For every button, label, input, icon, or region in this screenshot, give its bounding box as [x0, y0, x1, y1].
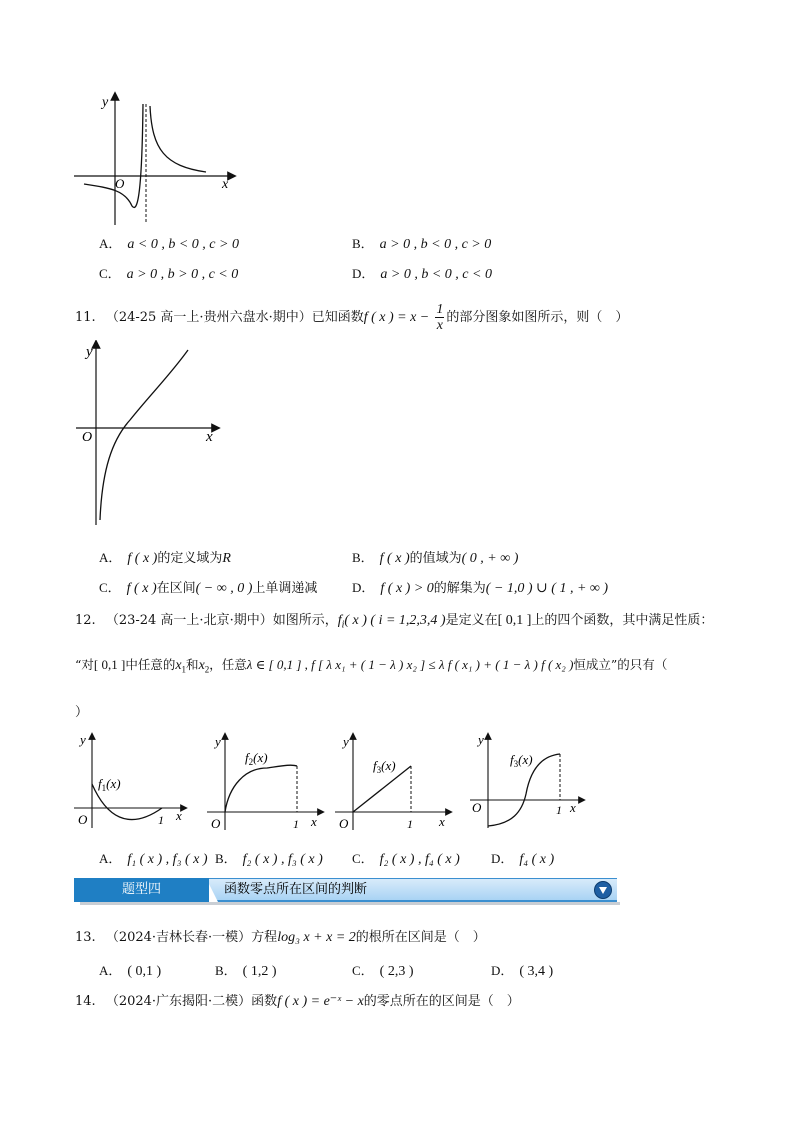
q11-number: 11.: [75, 310, 96, 325]
q11-option-c-tail: 上单调递减: [252, 581, 318, 596]
q10-option-a: [99, 233, 239, 253]
q13-option-c-text: ( 2,3 ): [379, 964, 414, 979]
q10-option-b-text: a > 0 , b < 0 , c > 0: [379, 237, 492, 252]
q11-option-d-text: 的解集为: [433, 581, 486, 596]
q13-option-b-label: B．: [215, 963, 237, 978]
q11-option-c-label: C．: [99, 580, 121, 595]
q13-option-a-label: A．: [99, 963, 122, 978]
q11-option-a-label: A．: [99, 550, 122, 565]
q10-option-d: [352, 263, 492, 283]
q11-graph: [70, 340, 230, 530]
q10-option-d-text: a > 0 , b < 0 , c < 0: [380, 267, 492, 282]
q12-line2-d: x: [175, 658, 182, 673]
q11-origin-label: O: [82, 430, 93, 445]
q13-number: 13.: [75, 930, 96, 945]
q14-source: （2024·广东揭阳·二模）函数: [105, 994, 278, 1009]
q11-option-d-post: ( − 1,0 ) ∪ ( 1 , + ∞ ): [485, 581, 609, 596]
q12-line2-a: “对: [75, 657, 94, 672]
q10-option-c-text: a > 0 , b > 0 , c < 0: [126, 267, 239, 282]
svg-text:f2(x): $f_2(x)$: [245, 750, 268, 767]
chevron-down-icon[interactable]: [594, 881, 612, 899]
q13-tail: 的根所在区间是（ ）: [355, 930, 486, 945]
q11-func: f ( x ) = x −: [363, 310, 430, 325]
q13-eq: log₃ x + x = 2: [277, 930, 356, 945]
q14-number: 14.: [75, 994, 96, 1009]
q13-option-d-label: D．: [491, 963, 514, 978]
q10-graph: [70, 90, 240, 230]
q12-option-a-text: f₁ ( x ) , f₃ ( x ): [127, 852, 208, 867]
svg-text:O: O: [211, 816, 221, 831]
svg-text:O: O: [472, 800, 482, 815]
q10-curve-left: [84, 104, 143, 207]
q11-option-a: [99, 547, 231, 567]
svg-text:x: x: [176, 808, 182, 823]
q11-option-d: [352, 577, 608, 597]
q12-option-d-label: D．: [491, 851, 514, 866]
q10-option-a-label: A．: [99, 236, 122, 251]
q11-frac-den: x: [436, 318, 443, 333]
q10-option-d-label: D．: [352, 266, 375, 281]
q12-option-c-text: f₂ ( x ) , f₄ ( x ): [379, 852, 460, 867]
q11-option-b: [352, 547, 518, 567]
q13-option-c-label: C．: [352, 963, 374, 978]
q11-stem: [75, 302, 628, 333]
q12-stem-line3: ）: [75, 705, 89, 720]
q13-option-a: [99, 960, 161, 980]
q12-line1-d: [ 0,1 ]: [497, 613, 532, 628]
q14-stem: [75, 993, 520, 1011]
q13-option-a-text: ( 0,1 ): [127, 964, 162, 979]
q12-line1-e: 上的四个函数，其中满足性质：: [531, 613, 714, 628]
q11-y-label: y: [86, 344, 93, 360]
q13-stem: [75, 929, 486, 947]
q11-option-b-label: B．: [352, 550, 374, 565]
q12-number: 12.: [75, 613, 96, 628]
q12-graph-1-one: 1: [158, 813, 164, 827]
q12-option-c: [352, 848, 460, 868]
svg-text:y: y: [215, 734, 221, 749]
q12-line2-c: 中任意的: [125, 657, 176, 672]
q13-option-d-text: ( 3,4 ): [519, 964, 554, 979]
q12-graph-2: [205, 732, 330, 832]
q11-curve: [100, 350, 188, 520]
q13-source: （2024·吉林长春·一模）方程: [105, 930, 278, 945]
svg-text:O: O: [78, 812, 88, 827]
q12-graph-4-one: 1: [556, 803, 562, 817]
q10-x-label: x: [222, 177, 229, 192]
svg-text:f3(x): $f_3(x)$: [373, 758, 396, 775]
q12-option-a: [99, 848, 207, 868]
q11-x-label: x: [206, 429, 213, 445]
q11-option-c: [99, 577, 317, 597]
q11-option-c-post: ( − ∞ , 0 ): [195, 581, 253, 596]
q12-graph-3: [333, 732, 458, 832]
q12-line1-a: （23-24 高一上·北京·期中）如图所示，: [105, 613, 338, 628]
q12-option-b-text: f₂ ( x ) , f₃ ( x ): [242, 852, 323, 867]
q11-option-d-label: D．: [352, 580, 375, 595]
section-banner-title: 函数零点所在区间的判断: [224, 882, 368, 897]
q11-option-c-pre: f ( x ): [126, 581, 157, 596]
q12-line2-g: ，任意: [209, 657, 247, 672]
svg-text:O: O: [339, 816, 349, 831]
q11-option-a-post: R: [222, 551, 231, 566]
q13-option-b-text: ( 1,2 ): [242, 964, 277, 979]
q12-line1-sub: i: [341, 619, 345, 631]
q10-origin-label: O: [115, 176, 125, 191]
q12-line2-e: 和: [186, 657, 199, 672]
q12-line2-f-sub: 2: [204, 664, 210, 675]
q11-option-a-text: 的定义域为: [157, 551, 223, 566]
q10-option-a-text: a < 0 , b < 0 , c > 0: [127, 237, 239, 252]
q12-line1-b: ( x ) ( i = 1,2,3,4 ): [344, 613, 446, 628]
q12-graph-3-one: 1: [407, 817, 413, 831]
q11-option-c-text: 在区间: [156, 581, 196, 596]
q11-tail: 的部分图象如图所示，则（ ）: [446, 310, 629, 325]
q12-line2-h: λ ∈ [ 0,1 ] , f [ λ x₁ + ( 1 − λ ) x₂ ] ≤ λ f ( x₁ ) + ( 1 − λ ) f ( x₂ ): [246, 657, 574, 672]
q11-option-d-pre: f ( x ) > 0: [380, 581, 434, 596]
svg-text:x: x: [570, 800, 576, 815]
q12-line2-i: 恒成立”的只有（: [573, 657, 668, 672]
q13-option-d: [491, 960, 553, 980]
q10-option-b: [352, 233, 491, 253]
q12-option-b: [215, 848, 323, 868]
section-banner-tag: 题型四: [74, 878, 209, 902]
q12-graph-4: [468, 732, 593, 832]
q10-option-b-label: B．: [352, 236, 374, 251]
q12-option-b-label: B．: [215, 851, 237, 866]
q12-graph-1: [72, 732, 192, 832]
q12-line1-f: f: [337, 613, 342, 628]
q12-line1-c: 是定义在: [445, 613, 498, 628]
q13-option-c: [352, 960, 414, 980]
svg-text:x: x: [439, 814, 445, 829]
q12-stem-line2: [75, 656, 667, 679]
q10-option-c: [99, 263, 238, 283]
q10-y-label: y: [102, 95, 109, 110]
svg-text:y: y: [343, 734, 349, 749]
svg-text:f1(x): $f_1(x)$: [98, 776, 121, 793]
q13-option-b: [215, 960, 277, 980]
q10-curve-right: [150, 106, 206, 172]
q12-line2-b: [ 0,1 ]: [93, 657, 126, 672]
q12-graph-2-one: 1: [293, 817, 299, 831]
q11-option-a-pre: f ( x ): [127, 551, 158, 566]
svg-text:y: y: [478, 732, 484, 747]
q11-source: （24-25 高一上·贵州六盘水·期中）已知函数: [105, 310, 364, 325]
q12-option-d-text: f₄ ( x ): [519, 852, 555, 867]
svg-text:y: y: [80, 732, 86, 747]
q12-graph-2-curve: [225, 765, 297, 812]
q11-option-b-pre: f ( x ): [379, 551, 410, 566]
q11-option-b-text: 的值域为: [409, 551, 462, 566]
q12-line2-d-sub: 1: [181, 664, 187, 675]
q10-option-c-label: C．: [99, 266, 121, 281]
section-banner-shadow: [80, 902, 620, 905]
q14-tail: 的零点所在的区间是（ ）: [363, 994, 520, 1009]
q12-option-d: [491, 848, 554, 868]
svg-text:x: x: [311, 814, 317, 829]
q14-eq: f ( x ) = e⁻ˣ − x: [277, 994, 364, 1009]
q12-option-a-label: A．: [99, 851, 122, 866]
q12-option-c-label: C．: [352, 851, 374, 866]
q11-option-b-post: ( 0 , + ∞ ): [461, 551, 519, 566]
q12-line2-f: x: [198, 658, 205, 673]
q11-frac-num: 1: [436, 302, 444, 317]
q11-fraction: [435, 302, 444, 333]
q12-stem-line1: [75, 612, 713, 635]
svg-text:f3(x): $f_3(x)$: [510, 752, 533, 769]
